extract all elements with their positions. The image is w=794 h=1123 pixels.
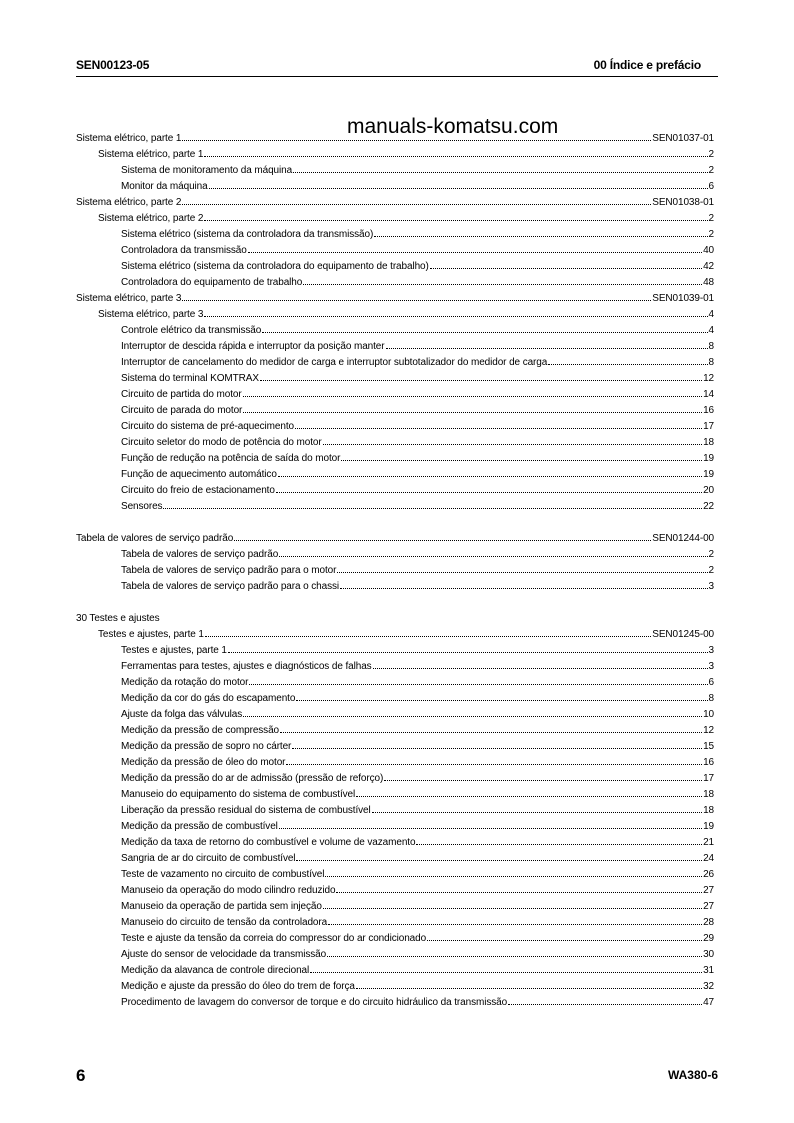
- toc-entry-label: Medição da pressão de combustível: [121, 821, 278, 832]
- toc-entry[interactable]: [76, 579, 714, 595]
- page-footer: [76, 1066, 718, 1086]
- toc-entry[interactable]: [76, 435, 714, 451]
- toc-entry-page: 16: [703, 405, 714, 416]
- dot-leader: [323, 435, 702, 445]
- toc-entry-label: Medição da cor do gás do escapamento: [121, 693, 296, 704]
- toc-entry[interactable]: [76, 963, 714, 979]
- toc-entry[interactable]: [76, 867, 714, 883]
- dot-leader: [303, 275, 702, 285]
- toc-entry-label: Tabela de valores de serviço padrão: [121, 549, 279, 560]
- toc-entry[interactable]: [76, 259, 714, 275]
- toc-entry[interactable]: [76, 899, 714, 915]
- toc-entry-label: Sistema do terminal KOMTRAX: [121, 373, 259, 384]
- toc-entry-label: Sistema de monitoramento da máquina: [121, 165, 293, 176]
- toc-entry-page: 17: [703, 421, 714, 432]
- dot-leader: [260, 371, 702, 381]
- toc-entry-page: 2: [708, 213, 714, 224]
- toc-entry[interactable]: [76, 995, 714, 1011]
- dot-leader: [340, 579, 708, 589]
- toc-entry-label: Sistema elétrico (sistema da controladora do equipamento de trabalho): [121, 261, 429, 272]
- toc-entry[interactable]: [76, 179, 714, 195]
- toc-entry-label: Teste e ajuste da tensão da correia do compressor do ar condicionado: [121, 933, 427, 944]
- toc-entry[interactable]: [76, 547, 714, 563]
- toc-entry-label: Medição da pressão de compressão: [121, 725, 280, 736]
- toc-entry[interactable]: [76, 643, 714, 659]
- toc-entry[interactable]: [76, 755, 714, 771]
- toc-entry-label: Sistema elétrico, parte 1: [76, 133, 182, 144]
- toc-entry-page: 14: [703, 389, 714, 400]
- dot-leader: [204, 307, 707, 317]
- spacer: [76, 595, 714, 611]
- toc-entry-label: Testes e ajustes, parte 1: [98, 629, 204, 640]
- dot-leader: [243, 387, 702, 397]
- toc-entry-page: 12: [703, 373, 714, 384]
- table-of-contents: [76, 131, 714, 1011]
- toc-entry-label: Sistema elétrico, parte 2: [76, 197, 182, 208]
- dot-leader: [356, 787, 702, 797]
- toc-entry[interactable]: [76, 851, 714, 867]
- toc-entry-label: Sangria de ar do circuito de combustível: [121, 853, 296, 864]
- toc-entry-page: 15: [703, 741, 714, 752]
- toc-entry-page: 2: [708, 565, 714, 576]
- dot-leader: [374, 227, 707, 237]
- dot-leader: [323, 899, 702, 909]
- toc-entry[interactable]: [76, 467, 714, 483]
- toc-entry[interactable]: [76, 611, 714, 627]
- toc-entry-page: 19: [703, 821, 714, 832]
- toc-entry[interactable]: [76, 691, 714, 707]
- dot-leader: [279, 819, 702, 829]
- toc-entry[interactable]: [76, 883, 714, 899]
- toc-entry-page: 28: [703, 917, 714, 928]
- dot-leader: [341, 451, 702, 461]
- dot-leader: [182, 291, 651, 301]
- toc-entry-label: Controladora da transmissão: [121, 245, 247, 256]
- toc-entry-page: 32: [703, 981, 714, 992]
- toc-entry-page: 19: [703, 453, 714, 464]
- dot-leader: [372, 803, 702, 813]
- dot-leader: [295, 419, 702, 429]
- toc-entry-page: 12: [703, 725, 714, 736]
- dot-leader: [384, 771, 702, 781]
- toc-entry-label: Circuito do freio de estacionamento: [121, 485, 275, 496]
- dot-leader: [243, 707, 702, 717]
- toc-entry-page: 29: [703, 933, 714, 944]
- dot-leader: [262, 323, 707, 333]
- toc-entry-label: Procedimento de lavagem do conversor de torque e do circuito hidráulico da transmissão: [121, 997, 508, 1008]
- toc-entry-label: Medição e ajuste da pressão do óleo do trem de força: [121, 981, 355, 992]
- toc-entry-page: 2: [708, 549, 714, 560]
- toc-entry-page: 10: [703, 709, 714, 720]
- page-number: 6: [76, 1066, 86, 1085]
- toc-entry-label: Circuito de parada do motor: [121, 405, 243, 416]
- toc-entry-page: 26: [703, 869, 714, 880]
- toc-entry-label: Tabela de valores de serviço padrão para o chassi: [121, 581, 340, 592]
- toc-entry[interactable]: [76, 499, 714, 515]
- toc-entry-page: 47: [703, 997, 714, 1008]
- toc-entry[interactable]: [76, 835, 714, 851]
- toc-entry-page: 4: [708, 309, 714, 320]
- dot-leader: [336, 883, 702, 893]
- toc-entry-page: SEN01244-00: [652, 533, 714, 544]
- machine-model: WA380-6: [667, 1068, 718, 1082]
- dot-leader: [279, 547, 707, 557]
- toc-entry[interactable]: [76, 323, 714, 339]
- toc-entry[interactable]: [76, 387, 714, 403]
- dot-leader: [328, 915, 702, 925]
- toc-entry-page: 20: [703, 485, 714, 496]
- dot-leader: [373, 659, 708, 669]
- toc-entry-label: Medição da pressão do ar de admissão (pressão de reforço): [121, 773, 384, 784]
- toc-entry-page: 48: [703, 277, 714, 288]
- toc-entry-label: Medição da alavanca de controle direcional: [121, 965, 310, 976]
- toc-entry[interactable]: [76, 355, 714, 371]
- toc-entry-label: Sistema elétrico, parte 3: [98, 309, 204, 320]
- dot-leader: [508, 995, 702, 1005]
- toc-entry-page: 31: [703, 965, 714, 976]
- toc-entry-label: Interruptor de cancelamento do medidor de carga e interruptor subtotalizador do medidor de carga: [121, 357, 548, 368]
- toc-entry-page: SEN01039-01: [652, 293, 714, 304]
- toc-entry-label: Manuseio do circuito de tensão da controladora: [121, 917, 328, 928]
- toc-entry-page: 18: [703, 437, 714, 448]
- dot-leader: [325, 867, 702, 877]
- toc-entry[interactable]: [76, 531, 714, 547]
- dot-leader: [337, 563, 707, 573]
- toc-entry-label: Manuseio da operação de partida sem injeção: [121, 901, 322, 912]
- toc-entry-label: Tabela de valores de serviço padrão para o motor: [121, 565, 337, 576]
- dot-leader: [327, 947, 702, 957]
- toc-entry-label: Sistema elétrico, parte 3: [76, 293, 182, 304]
- toc-entry-page: 3: [708, 645, 714, 656]
- toc-entry[interactable]: [76, 307, 714, 323]
- toc-entry[interactable]: [76, 403, 714, 419]
- dot-leader: [249, 675, 707, 685]
- toc-entry-label: Controle elétrico da transmissão: [121, 325, 262, 336]
- toc-entry-label: Ajuste do sensor de velocidade da transmissão: [121, 949, 327, 960]
- toc-entry-page: 16: [703, 757, 714, 768]
- dot-leader: [430, 259, 702, 269]
- toc-entry-page: SEN01038-01: [652, 197, 714, 208]
- toc-entry-label: Circuito de partida do motor: [121, 389, 242, 400]
- toc-entry-page: 8: [708, 693, 714, 704]
- toc-entry-label: Ferramentas para testes, ajustes e diagnósticos de falhas: [121, 661, 372, 672]
- toc-entry[interactable]: [76, 723, 714, 739]
- toc-entry-page: 18: [703, 789, 714, 800]
- spacer: [76, 515, 714, 531]
- toc-entry-label: Manuseio da operação do modo cilindro reduzido: [121, 885, 336, 896]
- toc-entry-label: Sistema elétrico, parte 2: [98, 213, 204, 224]
- dot-leader: [286, 755, 702, 765]
- toc-entry-page: 2: [708, 165, 714, 176]
- dot-leader: [163, 499, 702, 509]
- toc-entry-page: 27: [703, 901, 714, 912]
- toc-entry[interactable]: [76, 371, 714, 387]
- toc-entry[interactable]: [76, 627, 714, 643]
- toc-entry[interactable]: [76, 819, 714, 835]
- toc-entry-label: Função de redução na potência de saída do motor: [121, 453, 341, 464]
- toc-entry-label: Controladora do equipamento de trabalho: [121, 277, 303, 288]
- watermark: manuals-komatsu.com: [347, 115, 559, 138]
- dot-leader: [182, 195, 651, 205]
- toc-entry-label: 30 Testes e ajustes: [76, 613, 160, 624]
- dot-leader: [248, 243, 702, 253]
- toc-entry[interactable]: [76, 947, 714, 963]
- toc-entry-label: Tabela de valores de serviço padrão: [76, 533, 234, 544]
- toc-entry[interactable]: [76, 739, 714, 755]
- dot-leader: [204, 147, 707, 157]
- toc-entry-page: 8: [708, 357, 714, 368]
- dot-leader: [416, 835, 702, 845]
- toc-entry[interactable]: [76, 707, 714, 723]
- dot-leader: [205, 627, 651, 637]
- toc-entry-page: 24: [703, 853, 714, 864]
- toc-entry-page: 4: [708, 325, 714, 336]
- toc-entry[interactable]: [76, 771, 714, 787]
- toc-entry-page: 6: [708, 181, 714, 192]
- toc-entry[interactable]: [76, 147, 714, 163]
- toc-entry-label: Circuito seletor do modo de potência do motor: [121, 437, 322, 448]
- dot-leader: [548, 355, 707, 365]
- toc-entry-page: 19: [703, 469, 714, 480]
- dot-leader: [228, 643, 708, 653]
- toc-entry[interactable]: [76, 675, 714, 691]
- toc-entry-page: 6: [708, 677, 714, 688]
- toc-entry-label: Liberação da pressão residual do sistema de combustível: [121, 805, 371, 816]
- toc-entry[interactable]: [76, 243, 714, 259]
- toc-entry[interactable]: [76, 483, 714, 499]
- dot-leader: [356, 979, 702, 989]
- section-title: 00 Índice e prefácio: [593, 58, 701, 72]
- toc-entry[interactable]: [76, 563, 714, 579]
- toc-entry-label: Testes e ajustes, parte 1: [121, 645, 227, 656]
- toc-entry-label: Medição da pressão de óleo do motor: [121, 757, 286, 768]
- toc-entry[interactable]: [76, 803, 714, 819]
- dot-leader: [292, 739, 702, 749]
- toc-entry-page: 42: [703, 261, 714, 272]
- toc-entry-label: Interruptor de descida rápida e interruptor da posição manter: [121, 341, 385, 352]
- toc-entry-label: Ajuste da folga das válvulas: [121, 709, 243, 720]
- toc-entry[interactable]: [76, 915, 714, 931]
- toc-entry-page: 18: [703, 805, 714, 816]
- toc-entry[interactable]: [76, 291, 714, 307]
- toc-entry-label: Função de aquecimento automático: [121, 469, 277, 480]
- toc-entry-page: 17: [703, 773, 714, 784]
- toc-entry[interactable]: [76, 659, 714, 675]
- dot-leader: [293, 163, 707, 173]
- toc-entry-page: 21: [703, 837, 714, 848]
- toc-entry[interactable]: [76, 339, 714, 355]
- toc-entry[interactable]: [76, 419, 714, 435]
- toc-entry[interactable]: [76, 275, 714, 291]
- toc-entry-page: 3: [708, 661, 714, 672]
- toc-entry-label: Teste de vazamento no circuito de combustível: [121, 869, 325, 880]
- toc-entry[interactable]: [76, 211, 714, 227]
- toc-entry-label: Medição da taxa de retorno do combustível e volume de vazamento: [121, 837, 416, 848]
- toc-entry-page: 40: [703, 245, 714, 256]
- toc-entry-page: 3: [708, 581, 714, 592]
- toc-entry-page: 2: [708, 149, 714, 160]
- dot-leader: [234, 531, 651, 541]
- dot-leader: [310, 963, 702, 973]
- dot-leader: [386, 339, 708, 349]
- dot-leader: [243, 403, 702, 413]
- toc-entry[interactable]: [76, 195, 714, 211]
- dot-leader: [209, 179, 708, 189]
- toc-entry-page: 2: [708, 229, 714, 240]
- toc-entry[interactable]: [76, 979, 714, 995]
- toc-entry-page: 30: [703, 949, 714, 960]
- dot-leader: [278, 467, 702, 477]
- toc-entry-page: SEN01245-00: [652, 629, 714, 640]
- toc-entry-label: Manuseio do equipamento do sistema de combustível: [121, 789, 356, 800]
- toc-entry-label: Medição da pressão de sopro no cárter: [121, 741, 292, 752]
- toc-entry[interactable]: [76, 163, 714, 179]
- page-header: [76, 58, 718, 77]
- toc-entry-label: Circuito do sistema de pré-aquecimento: [121, 421, 294, 432]
- toc-entry-page: SEN01037-01: [652, 133, 714, 144]
- toc-entry-label: Medição da rotação do motor: [121, 677, 249, 688]
- dot-leader: [296, 691, 707, 701]
- toc-entry[interactable]: [76, 931, 714, 947]
- toc-entry-label: Sistema elétrico (sistema da controladora da transmissão): [121, 229, 374, 240]
- toc-entry[interactable]: [76, 451, 714, 467]
- toc-entry-page: 22: [703, 501, 714, 512]
- toc-entry[interactable]: [76, 227, 714, 243]
- dot-leader: [427, 931, 702, 941]
- document-code: SEN00123-05: [76, 58, 150, 72]
- toc-entry-label: Sistema elétrico, parte 1: [98, 149, 204, 160]
- toc-entry-page: 8: [708, 341, 714, 352]
- dot-leader: [296, 851, 702, 861]
- toc-entry-label: Monitor da máquina: [121, 181, 208, 192]
- dot-leader: [204, 211, 707, 221]
- toc-entry-label: Sensores: [121, 501, 163, 512]
- toc-entry-page: 27: [703, 885, 714, 896]
- dot-leader: [276, 483, 702, 493]
- dot-leader: [280, 723, 702, 733]
- toc-entry[interactable]: [76, 787, 714, 803]
